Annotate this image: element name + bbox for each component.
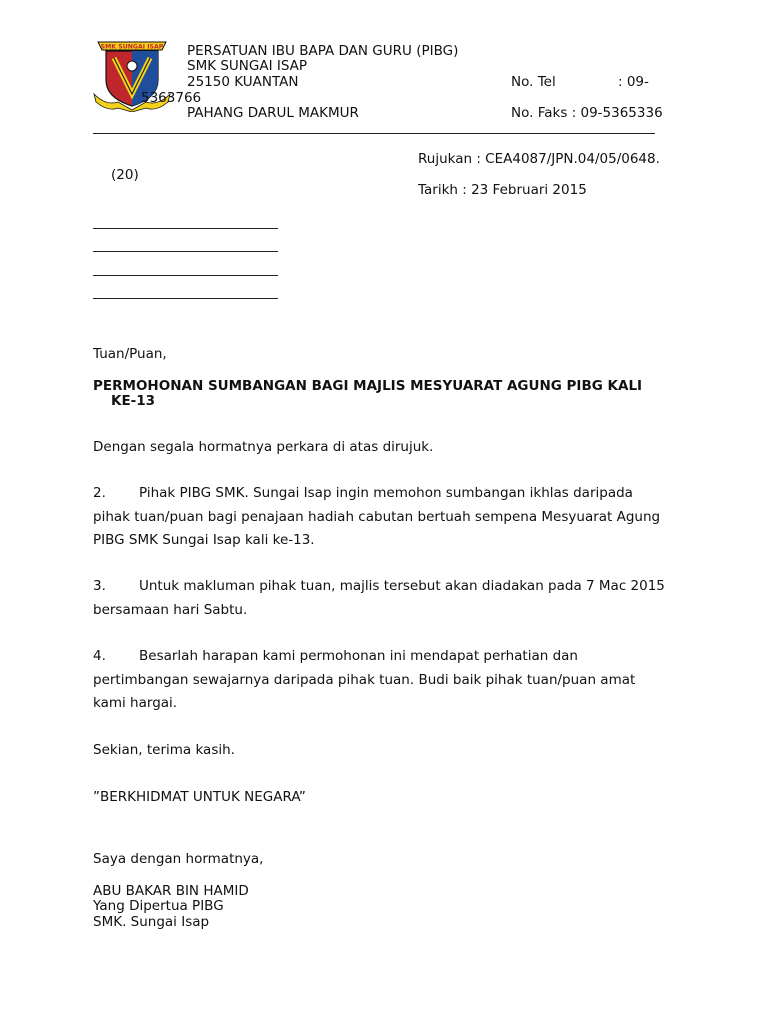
fax: No. Faks : 09-5365336: [511, 105, 663, 121]
signer-name: ABU BAKAR BIN HAMID: [93, 883, 249, 899]
letter-date: Tarikh : 23 Februari 2015: [418, 182, 587, 198]
tel-value: : 09-: [618, 74, 649, 90]
state: PAHANG DARUL MAKMUR: [187, 105, 359, 121]
signer-school: SMK. Sungai Isap: [93, 914, 210, 930]
org-name: PERSATUAN IBU BAPA DAN GURU (PIBG): [187, 43, 459, 59]
school-name: SMK SUNGAI ISAP: [187, 58, 308, 74]
letterhead-divider: [93, 133, 655, 134]
tel-overflow: 5363766: [141, 90, 202, 106]
motto: ”BERKHIDMAT UNTUK NEGARA”: [93, 789, 306, 805]
address-line-blank: [93, 228, 278, 229]
closing: Sekian, terima kasih.: [93, 742, 235, 758]
tel-label: No. Tel: [511, 74, 556, 90]
paragraph-2: [93, 482, 668, 553]
paragraph-4: [93, 645, 668, 716]
paragraph-3: [93, 575, 668, 622]
signoff: Saya dengan hormatnya,: [93, 851, 264, 867]
address-line-blank: [93, 251, 278, 252]
paragraph-text: Untuk makluman pihak tuan, majlis tersebut akan diadakan pada 7 Mac 2015 bersamaan hari Sabtu.: [93, 578, 665, 618]
paragraph-number: 3.: [93, 578, 106, 594]
address-line-blank: [93, 275, 278, 276]
paragraph-number: 4.: [93, 648, 106, 664]
postcode-city: 25150 KUANTAN: [187, 74, 299, 90]
folio-number: (20): [111, 167, 139, 183]
subject-line-2: KE-13: [111, 393, 156, 409]
reference-number: Rujukan : CEA4087/JPN.04/05/0648.: [418, 151, 660, 167]
paragraph-text: Pihak PIBG SMK. Sungai Isap ingin memohon sumbangan ikhlas daripada pihak tuan/puan bagi penajaan hadiah cabutan bertuah sempena Mesyuarat Agung PIBG SMK Sungai Isap kali ke-13.: [93, 485, 661, 548]
salutation: Tuan/Puan,: [93, 346, 167, 362]
address-line-blank: [93, 298, 278, 299]
paragraph-text: Besarlah harapan kami permohonan ini mendapat perhatian dan pertimbangan sewajarnya daripada pihak tuan. Budi baik pihak tuan/puan amat kami hargai.: [93, 648, 636, 711]
intro-paragraph: Dengan segala hormatnya perkara di atas dirujuk.: [93, 439, 434, 455]
paragraph-number: 2.: [93, 485, 106, 501]
signer-title: Yang Dipertua PIBG: [93, 898, 224, 914]
subject-line-1: PERMOHONAN SUMBANGAN BAGI MAJLIS MESYUARAT AGUNG PIBG KALI: [93, 378, 643, 394]
svg-text:SMK SUNGAI ISAP: SMK SUNGAI ISAP: [100, 43, 164, 51]
